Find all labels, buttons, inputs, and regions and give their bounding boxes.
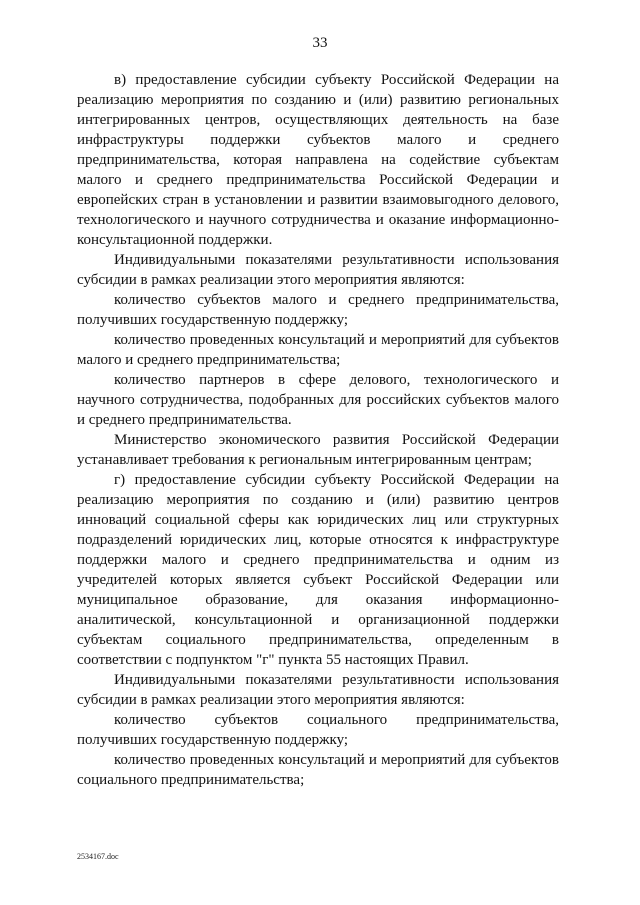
document-body xyxy=(77,70,559,790)
page-number: 33 xyxy=(312,35,328,51)
paragraph-indicator-consultations: количество проведенных консультаций и мероприятий для субъектов малого и среднего предпринимательства; xyxy=(77,332,559,368)
paragraph-indicator-social-consultations: количество проведенных консультаций и мероприятий для субъектов социального предпринимательства; xyxy=(77,752,559,788)
paragraph-indicators-intro-2: Индивидуальными показателями результативности использования субсидии в рамках реализации этого мероприятия являются: xyxy=(77,672,559,708)
paragraph-indicator-partners: количество партнеров в сфере делового, технологического и научного сотрудничества, подобранных для российских субъектов малого и среднего предпринимательства. xyxy=(77,372,559,428)
paragraph-indicator-social-supported: количество субъектов социального предпринимательства, получивших государственную поддержку; xyxy=(77,712,559,748)
paragraph-subsidy-g: г) предоставление субсидии субъекту Российской Федерации на реализацию мероприятия по созданию и (или) развитию центров инноваций социальной сферы как юридических лиц или структурных подразделений юридических лиц, которые относятся к инфраструктуре поддержки малого и среднего предпринимательства и одним из учредителей которых является субъект Российской Федерации или муниципальное образование, для оказания информационно-аналитической, консультационной и организационной поддержки субъектам социального предпринимательства, определенным в соответствии с подпунктом "г" пункта 55 настоящих Правил. xyxy=(77,472,559,668)
paragraph-indicator-sme-supported: количество субъектов малого и среднего предпринимательства, получивших государственную поддержку; xyxy=(77,292,559,328)
paragraph-subsidy-v: в) предоставление субсидии субъекту Российской Федерации на реализацию мероприятия по созданию и (или) развитию региональных интегрированных центров, осуществляющих деятельность на базе инфраструктуры поддержки субъектов малого и среднего предпринимательства, которая направлена на содействие субъектам малого и среднего предпринимательства Российской Федерации и европейских стран в установлении и развитии взаимовыгодного делового, технологического и научного сотрудничества и оказание информационно-консультационной поддержки. xyxy=(77,72,559,248)
paragraph-indicators-intro-1: Индивидуальными показателями результативности использования субсидии в рамках реализации этого мероприятия являются: xyxy=(77,252,559,288)
paragraph-ministry-requirements: Министерство экономического развития Российской Федерации устанавливает требования к региональным интегрированным центрам; xyxy=(77,432,559,468)
document-file-code: 2534167.doc xyxy=(77,852,119,861)
